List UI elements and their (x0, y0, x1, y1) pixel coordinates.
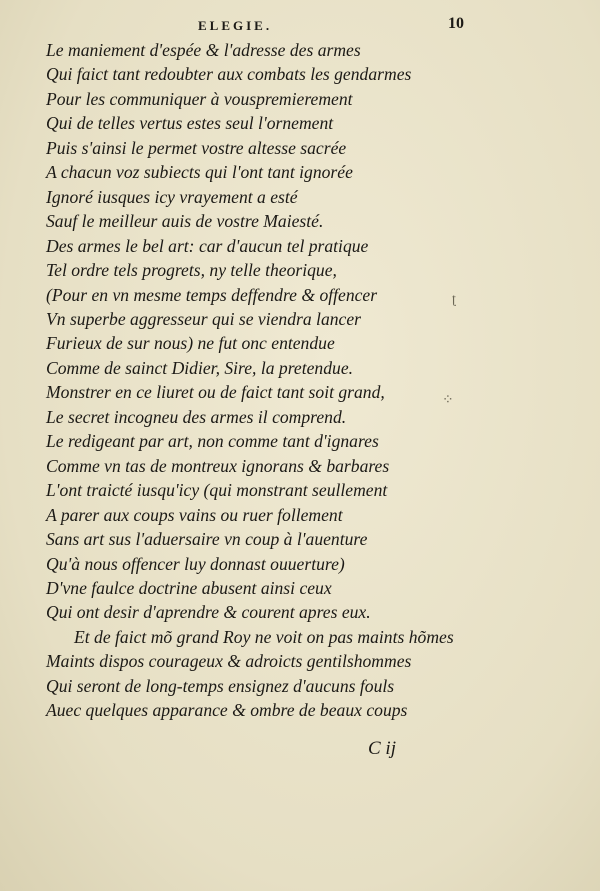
marginal-mark: ʈ (452, 292, 456, 307)
verse-line: Qui de telles vertus estes seul l'ornement (46, 113, 334, 134)
verse-line: Qui faict tant redoubter aux combats les gendarmes (46, 64, 412, 85)
verse-line: Puis s'ainsi le permet vostre altesse sacrée (46, 137, 347, 158)
verse-line: A chacun voz subiects qui l'ont tant ignorée (46, 162, 353, 183)
verse-line: L'ont traicté iusqu'icy (qui monstrant seullement (46, 480, 388, 501)
verse-block (46, 38, 466, 723)
page-number: 10 (448, 15, 464, 32)
verse-line: Des armes le bel art: car d'aucun tel pratique (46, 235, 369, 256)
verse-line: Qu'à nous offencer luy donnast ouuerture) (46, 553, 345, 574)
verse-line: Le secret incogneu des armes il comprend. (46, 406, 347, 427)
verse-line: Le redigeant par art, non comme tant d'ignares (46, 431, 379, 452)
verse-line: Ignoré iusques icy vrayement a esté (46, 186, 298, 207)
verse-line: Furieux de sur nous) ne fut onc entendue (46, 333, 335, 354)
verse-line: Comme vn tas de montreux ignorans & barbares (46, 455, 390, 476)
verse-line: Qui ont desir d'aprendre & courent apres eux. (46, 602, 371, 623)
verse-line: D'vne faulce doctrine abusent ainsi ceux (46, 577, 332, 598)
verse-line: Comme de sainct Didier, Sire, la pretendue. (46, 357, 354, 378)
verse-line: Monstrer en ce liuret ou de faict tant soit grand, (46, 382, 385, 403)
verse-line: Qui seront de long-temps ensignez d'aucuns fouls (46, 675, 395, 696)
verse-line: Et de faict mõ grand Roy ne voit on pas maints hõmes (74, 626, 454, 647)
verse-line: A parer aux coups vains ou ruer follement (46, 504, 343, 525)
verse-line: Tel ordre tels progrets, ny telle theorique, (46, 260, 337, 281)
verse-line: Sans art sus l'aduersaire vn coup à l'auenture (46, 529, 368, 550)
verse-line: Le maniement d'espée & l'adresse des armes (46, 40, 361, 60)
verse-line: Maints dispos courageux & adroicts gentilshommes (46, 651, 412, 672)
marginal-mark: ⁘ (442, 393, 454, 408)
verse-line: Sauf le meilleur auis de vostre Maiesté. (46, 211, 324, 232)
verse-line: (Pour en vn mesme temps deffendre & offencer (46, 284, 378, 305)
signature-mark: C ij (368, 738, 396, 759)
verse-line: Pour les communiquer à vouspremierement (46, 88, 353, 109)
verse-line: Vn superbe aggresseur qui se viendra lancer (46, 308, 362, 329)
running-head: ELEGIE. (198, 18, 273, 33)
verse-line: Auec quelques apparance & ombre de beaux coups (46, 700, 408, 721)
